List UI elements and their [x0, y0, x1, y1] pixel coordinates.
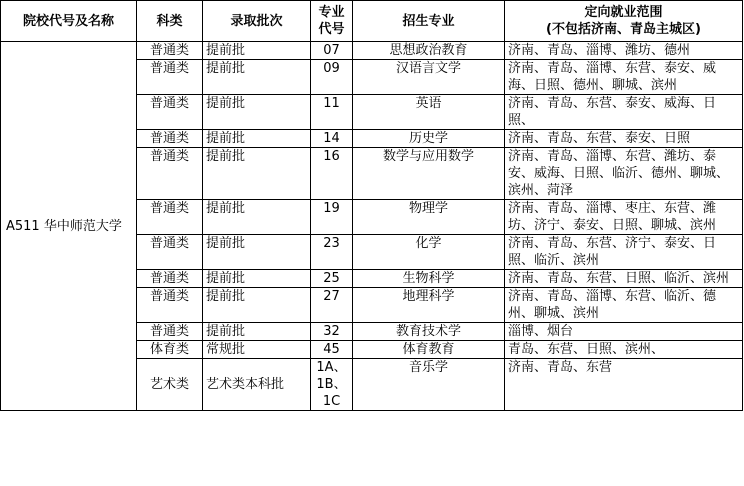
cell-batch: 提前批 [203, 270, 311, 288]
cell-batch: 提前批 [203, 288, 311, 323]
cell-category: 普通类 [137, 323, 203, 341]
cell-batch: 提前批 [203, 60, 311, 95]
cell-major: 地理科学 [353, 288, 505, 323]
cell-category: 普通类 [137, 270, 203, 288]
cell-code: 23 [311, 235, 353, 270]
cell-code: 27 [311, 288, 353, 323]
cell-category: 普通类 [137, 60, 203, 95]
cell-code: 11 [311, 95, 353, 130]
cell-category: 艺术类 [137, 359, 203, 411]
header-range [505, 1, 743, 42]
cell-code: 16 [311, 148, 353, 200]
cell-code: 32 [311, 323, 353, 341]
cell-major: 教育技术学 [353, 323, 505, 341]
cell-range: 济南、青岛、淄博、枣庄、东营、潍坊、济宁、泰安、日照、聊城、滨州 [505, 200, 743, 235]
header-category: 科类 [137, 1, 203, 42]
table-row [1, 42, 743, 60]
header-range-line1: 定向就业范围 [584, 5, 663, 20]
header-range-line2: (不包括济南、青岛主城区) [546, 22, 701, 37]
cell-batch: 提前批 [203, 323, 311, 341]
cell-category: 普通类 [137, 95, 203, 130]
header-school: 院校代号及名称 [1, 1, 137, 42]
header-row [1, 1, 743, 42]
cell-code: 09 [311, 60, 353, 95]
header-code-line1: 专业 [318, 5, 345, 20]
cell-range: 济南、青岛、淄博、东营、临沂、德州、聊城、滨州 [505, 288, 743, 323]
cell-range: 济南、青岛、东营、济宁、泰安、日照、临沂、滨州 [505, 235, 743, 270]
cell-category: 体育类 [137, 341, 203, 359]
cell-range: 济南、青岛、东营、泰安、威海、日照、 [505, 95, 743, 130]
cell-range: 济南、青岛、东营、日照、临沂、滨州 [505, 270, 743, 288]
cell-batch: 艺术类本科批 [203, 359, 311, 411]
cell-code: 45 [311, 341, 353, 359]
school-name: A511 华中师范大学 [1, 42, 137, 411]
cell-range: 济南、青岛、淄博、潍坊、德州 [505, 42, 743, 60]
cell-code: 25 [311, 270, 353, 288]
cell-major: 历史学 [353, 130, 505, 148]
cell-batch: 提前批 [203, 200, 311, 235]
cell-category: 普通类 [137, 235, 203, 270]
cell-major: 英语 [353, 95, 505, 130]
cell-category: 普通类 [137, 148, 203, 200]
cell-batch: 提前批 [203, 148, 311, 200]
cell-category: 普通类 [137, 130, 203, 148]
header-major: 招生专业 [353, 1, 505, 42]
cell-batch: 提前批 [203, 95, 311, 130]
cell-category: 普通类 [137, 42, 203, 60]
cell-major: 体育教育 [353, 341, 505, 359]
cell-batch: 常规批 [203, 341, 311, 359]
cell-code: 07 [311, 42, 353, 60]
header-batch: 录取批次 [203, 1, 311, 42]
cell-range: 青岛、东营、日照、滨州、 [505, 341, 743, 359]
cell-major: 数学与应用数学 [353, 148, 505, 200]
cell-range: 淄博、烟台 [505, 323, 743, 341]
cell-range: 济南、青岛、东营 [505, 359, 743, 411]
header-code [311, 1, 353, 42]
cell-major: 物理学 [353, 200, 505, 235]
cell-major: 思想政治教育 [353, 42, 505, 60]
cell-code: 19 [311, 200, 353, 235]
cell-range: 济南、青岛、东营、泰安、日照 [505, 130, 743, 148]
cell-major: 生物科学 [353, 270, 505, 288]
cell-range: 济南、青岛、淄博、东营、潍坊、泰安、威海、日照、临沂、德州、聊城、滨州、菏泽 [505, 148, 743, 200]
cell-major: 化学 [353, 235, 505, 270]
header-code-line2: 代号 [318, 22, 345, 37]
cell-range: 济南、青岛、淄博、东营、泰安、威海、日照、德州、聊城、滨州 [505, 60, 743, 95]
cell-code: 1A、 1B、 1C [311, 359, 353, 411]
cell-major: 汉语言文学 [353, 60, 505, 95]
cell-category: 普通类 [137, 200, 203, 235]
cell-batch: 提前批 [203, 235, 311, 270]
cell-code: 14 [311, 130, 353, 148]
cell-batch: 提前批 [203, 130, 311, 148]
cell-major: 音乐学 [353, 359, 505, 411]
cell-category: 普通类 [137, 288, 203, 323]
cell-batch: 提前批 [203, 42, 311, 60]
